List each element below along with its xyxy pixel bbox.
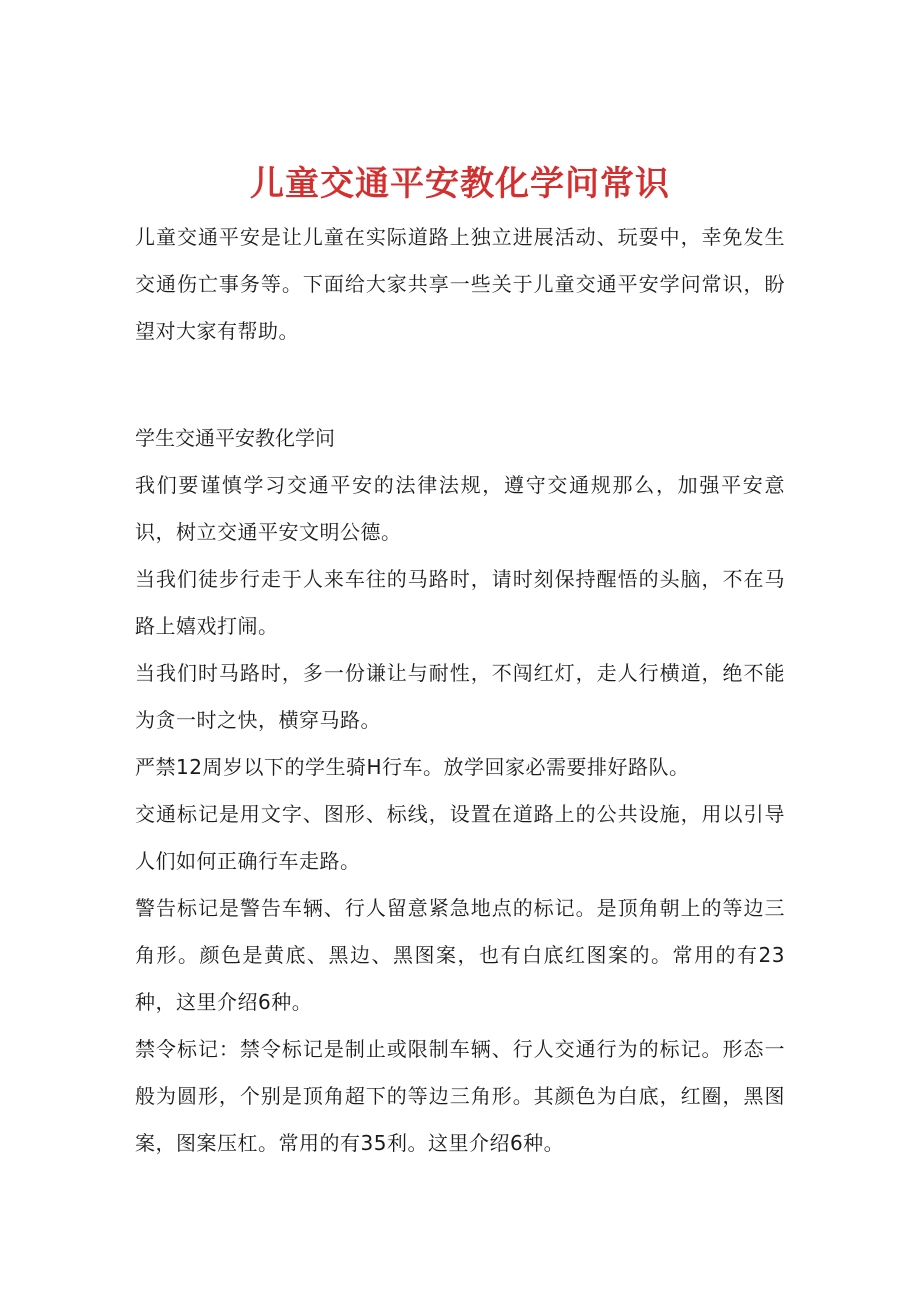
paragraph-2: 当我们徒步行走于人来车往的马路时，请时刻保持醒悟的头脑，不在马路上嬉戏打闹。 (135, 567, 785, 638)
paragraph-6: 警告标记是警告车辆、行人留意紧急地点的标记。是顶角朝上的等边三角形。颜色是黄底、黑边、黑图案，也有白底红图案的。常用的有23种，这里介绍6种。 (135, 896, 785, 1014)
document-body (135, 214, 785, 1167)
paragraph-5: 交通标记是用文字、图形、标线，设置在道路上的公共设施，用以引导人们如何正确行车走路。 (135, 802, 785, 873)
paragraph-3: 当我们时马路时，多一份谦让与耐性，不闯红灯，走人行横道，绝不能为贪一时之快，横穿马路。 (135, 661, 785, 732)
section-heading: 学生交通平安教化学问 (135, 426, 335, 450)
intro-paragraph: 儿童交通平安是让儿童在实际道路上独立进展活动、玩耍中，幸免发生交通伤亡事务等。下面给大家共享一些关于儿童交通平安学问常识，盼望对大家有帮助。 (135, 225, 785, 343)
paragraph-7: 禁令标记：禁令标记是制止或限制车辆、行人交通行为的标记。形态一般为圆形，个别是顶角超下的等边三角形。其颜色为白底，红圈，黑图案，图案压杠。常用的有35利。这里介绍6种。 (135, 1037, 785, 1155)
paragraph-1: 我们要谨慎学习交通平安的法律法规，遵守交通规那么，加强平安意识，树立交通平安文明公德。 (135, 473, 785, 544)
paragraph-4: 严禁12周岁以下的学生骑H行车。放学回家必需要排好路队。 (135, 755, 690, 779)
document-title: 儿童交通平安教化学问常识 (250, 163, 670, 204)
